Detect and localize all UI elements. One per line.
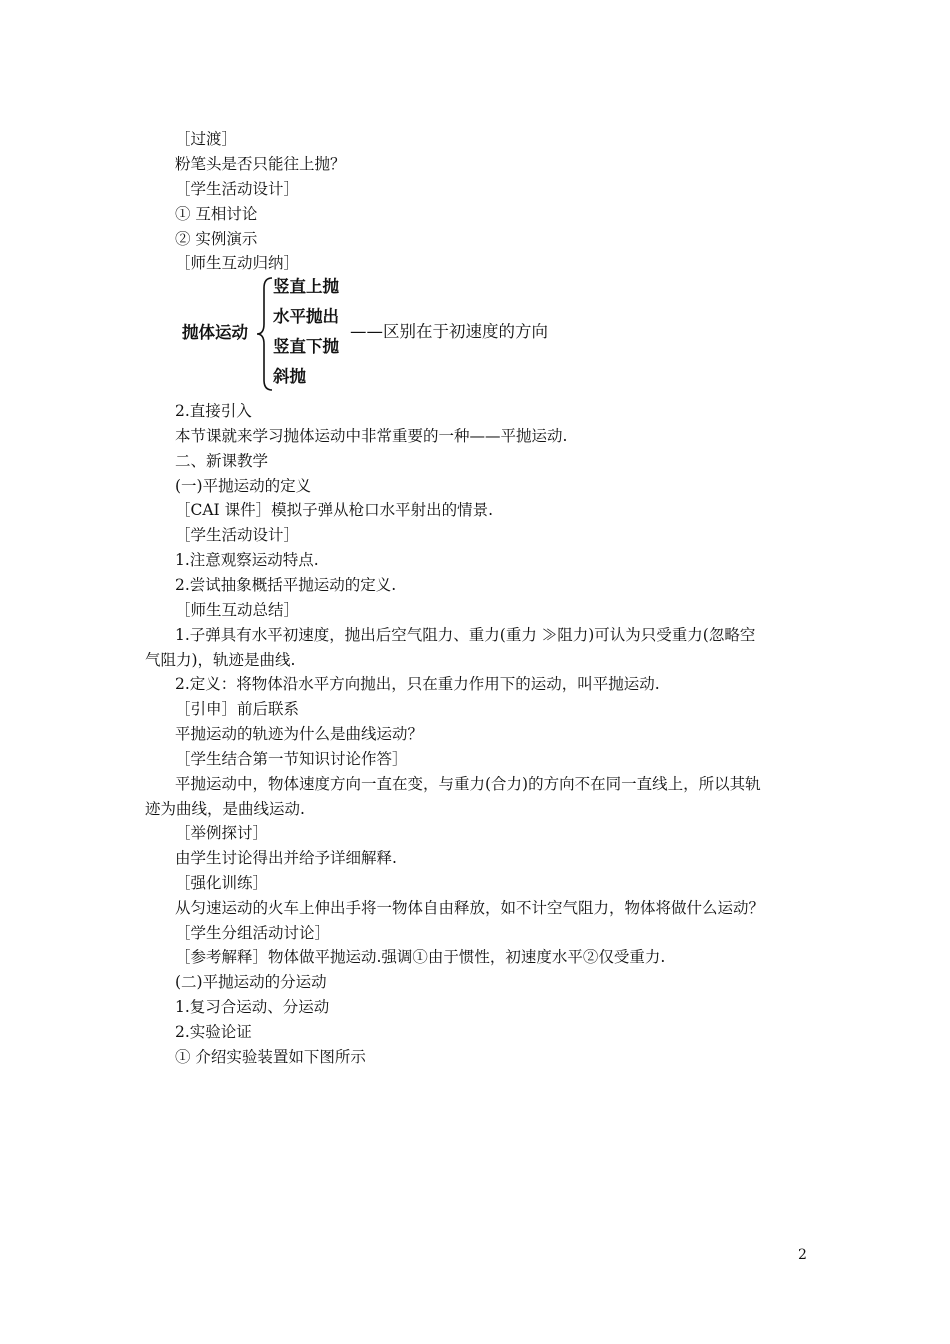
subsection-heading: (二)平抛运动的分运动 — [175, 973, 327, 991]
text-line: 气阻力)，轨迹是曲线. — [145, 651, 296, 669]
diagram-note: ——区别在于初速度的方向 — [350, 322, 548, 341]
diagram-branch: 竖直下抛 — [273, 337, 339, 356]
diagram-root: 抛体运动 — [182, 323, 248, 342]
text-line: ［学生分组活动讨论］ — [175, 924, 331, 942]
text-line: 由学生讨论得出并给予详细解释. — [175, 849, 397, 867]
text-line: 迹为曲线，是曲线运动. — [145, 800, 305, 818]
text-line: ［学生活动设计］ — [175, 180, 300, 198]
text-line: 平抛运动的轨迹为什么是曲线运动？ — [175, 725, 424, 743]
diagram-branch: 水平抛出 — [273, 307, 339, 326]
text-line: 2.定义：将物体沿水平方向抛出，只在重力作用下的运动，叫平抛运动. — [175, 675, 660, 693]
text-line: ［举例探讨］ — [175, 824, 269, 842]
text-line: ［强化训练］ — [175, 874, 269, 892]
subsection-heading: (一)平抛运动的定义 — [175, 477, 312, 495]
brace-icon — [256, 276, 274, 392]
text-line: 本节课就来学习抛体运动中非常重要的一种——平抛运动. — [175, 427, 568, 445]
text-line: 从匀速运动的火车上伸出手将一物体自由释放，如不计空气阻力，物体将做什么运动？ — [175, 899, 765, 917]
diagram-branch: 斜抛 — [273, 367, 306, 386]
diagram-branch: 竖直上抛 — [273, 277, 339, 296]
text-line: ② 实例演示 — [175, 230, 258, 248]
text-line: ［参考解释］物体做平抛运动.强调①由于惯性，初速度水平②仅受重力. — [175, 948, 666, 966]
text-line: ［学生结合第一节知识讨论作答］ — [175, 750, 408, 768]
text-line: ［过渡］ — [175, 130, 238, 148]
text-line: 1.复习合运动、分运动 — [175, 998, 330, 1016]
text-line: 2.尝试抽象概括平抛运动的定义. — [175, 576, 397, 594]
text-line: 1.子弹具有水平初速度，抛出后空气阻力、重力(重力 ≫阻力)可认为只受重力(忽略空 — [175, 626, 756, 644]
text-line: 2.直接引入 — [175, 402, 252, 420]
text-line: ［引申］前后联系 — [175, 700, 300, 718]
text-line: ［CAI 课件］模拟子弹从枪口水平射出的情景. — [175, 501, 494, 519]
section-heading: 二、新课教学 — [175, 452, 269, 470]
text-line: ① 介绍实验装置如下图所示 — [175, 1048, 366, 1066]
text-line: 粉笔头是否只能往上抛？ — [175, 155, 346, 173]
text-line: 1.注意观察运动特点. — [175, 551, 319, 569]
text-line: ［师生互动总结］ — [175, 601, 300, 619]
text-line: ［师生互动归纳］ — [175, 254, 300, 272]
projectile-motion-diagram — [170, 276, 630, 392]
text-line: 平抛运动中，物体速度方向一直在变，与重力(合力)的方向不在同一直线上，所以其轨 — [175, 775, 761, 793]
text-line: ［学生活动设计］ — [175, 526, 300, 544]
text-line: ① 互相讨论 — [175, 205, 258, 223]
page-number: 2 — [798, 1247, 807, 1263]
text-line: 2.实验论证 — [175, 1023, 252, 1041]
